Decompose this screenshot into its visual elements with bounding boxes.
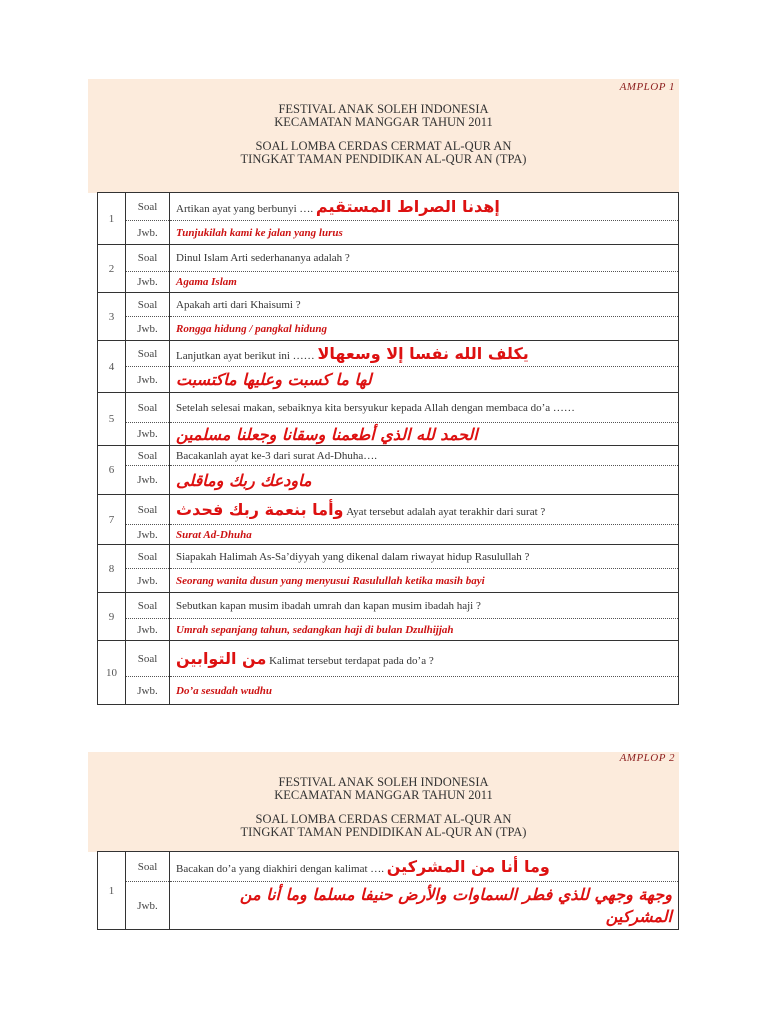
question-number: 1 <box>98 852 126 930</box>
answer-text-arabic: الحمد لله الذي أطعمنا وسقانا وجعلنا مسلمين <box>176 424 478 444</box>
question-row <box>98 495 679 525</box>
answer-text-arabic: وجهة وجهي للذي فطر السماوات والأرض حنيفا مسلما وما أنا من المشركين <box>239 884 672 926</box>
answer-text: Rongga hidung / pangkal hidung <box>170 317 679 341</box>
answer-row <box>98 221 679 245</box>
question-row <box>98 341 679 367</box>
question-row <box>98 545 679 569</box>
question-row <box>98 593 679 619</box>
question-text-latin: Kalimat tersebut terdapat pada do’a ? <box>269 655 434 667</box>
jwb-label: Jwb. <box>126 221 170 245</box>
question-row <box>98 446 679 466</box>
soal-label: Soal <box>126 245 170 272</box>
answer-text-arabic: لها ما كسبت وعليها ماكتسبت <box>176 370 372 389</box>
question-number: 8 <box>98 545 126 593</box>
header-line-3: SOAL LOMBA CERDAS CERMAT AL-QUR AN <box>255 812 512 826</box>
soal-label: Soal <box>126 593 170 619</box>
question-number: 6 <box>98 446 126 495</box>
question-text <box>170 852 679 882</box>
soal-label: Soal <box>126 446 170 466</box>
question-text <box>170 341 679 367</box>
answer-text: Do’a sesudah wudhu <box>170 677 679 705</box>
answer-text: Seorang wanita dusun yang menyusui Rasulullah ketika masih bayi <box>170 569 679 593</box>
amplop-label: AMPLOP 2 <box>619 752 675 764</box>
answer-row <box>98 367 679 393</box>
answer-text: Umrah sepanjang tahun, sedangkan haji di bulan Dzulhijjah <box>170 619 679 641</box>
jwb-label: Jwb. <box>126 525 170 545</box>
soal-label: Soal <box>126 293 170 317</box>
question-text <box>170 641 679 677</box>
question-text-arabic: إهدنا الصراط المستقيم <box>315 197 500 216</box>
question-text: Dinul Islam Arti sederhananya adalah ? <box>170 245 679 272</box>
soal-label: Soal <box>126 393 170 423</box>
question-text <box>170 495 679 525</box>
question-row <box>98 393 679 423</box>
question-number: 2 <box>98 245 126 293</box>
jwb-label: Jwb. <box>126 317 170 341</box>
question-number: 4 <box>98 341 126 393</box>
question-text-arabic: يكلف الله نفسا إلا وسعهالا <box>317 344 529 363</box>
header-line-2: KECAMATAN MANGGAR TAHUN 2011 <box>274 788 493 802</box>
question-number: 10 <box>98 641 126 705</box>
jwb-label: Jwb. <box>126 677 170 705</box>
header-line-4: TINGKAT TAMAN PENDIDIKAN AL-QUR AN (TPA) <box>240 825 527 839</box>
question-row <box>98 245 679 272</box>
jwb-label: Jwb. <box>126 272 170 293</box>
question-table-1 <box>97 192 679 705</box>
header-line-1: FESTIVAL ANAK SOLEH INDONESIA <box>278 775 489 789</box>
answer-row <box>98 525 679 545</box>
question-text-arabic: وأما بنعمة ربك فحدث <box>176 500 344 519</box>
answer-row <box>98 677 679 705</box>
jwb-label: Jwb. <box>126 619 170 641</box>
soal-label: Soal <box>126 852 170 882</box>
question-text-arabic: وما أنا من المشركين <box>386 857 550 876</box>
header-line-1: FESTIVAL ANAK SOLEH INDONESIA <box>278 102 489 116</box>
question-number: 7 <box>98 495 126 545</box>
question-text-latin: Bacakan do’a yang diakhiri dengan kalimat …. <box>176 863 385 875</box>
question-text-latin: Artikan ayat yang berbunyi …. <box>176 203 314 215</box>
answer-text-arabic: ماودعك ربك وماقلى <box>176 470 312 490</box>
question-row <box>98 852 679 882</box>
soal-label: Soal <box>126 193 170 221</box>
header-line-4: TINGKAT TAMAN PENDIDIKAN AL-QUR AN (TPA) <box>240 152 527 166</box>
sheet2-header-panel <box>88 752 679 852</box>
answer-text <box>170 367 679 393</box>
answer-row <box>98 882 679 930</box>
answer-text <box>170 882 679 930</box>
answer-row <box>98 423 679 446</box>
question-row <box>98 641 679 677</box>
soal-label: Soal <box>126 495 170 525</box>
question-number: 5 <box>98 393 126 446</box>
soal-label: Soal <box>126 341 170 367</box>
question-number: 9 <box>98 593 126 641</box>
question-text <box>170 193 679 221</box>
jwb-label: Jwb. <box>126 367 170 393</box>
question-text: Apakah arti dari Khaisumi ? <box>170 293 679 317</box>
question-text-latin: Lanjutkan ayat berikut ini …… <box>176 350 315 362</box>
question-text: Siapakah Halimah As-Sa’diyyah yang dikenal dalam riwayat hidup Rasulullah ? <box>170 545 679 569</box>
question-row <box>98 193 679 221</box>
question-row <box>98 293 679 317</box>
answer-row <box>98 619 679 641</box>
answer-text: Tunjukilah kami ke jalan yang lurus <box>170 221 679 245</box>
jwb-label: Jwb. <box>126 882 170 930</box>
question-number: 1 <box>98 193 126 245</box>
answer-text: Surat Ad-Dhuha <box>170 525 679 545</box>
question-text-latin: Ayat tersebut adalah ayat terakhir dari surat ? <box>346 506 546 518</box>
answer-text <box>170 466 679 495</box>
question-number: 3 <box>98 293 126 341</box>
question-text: Bacakanlah ayat ke-3 dari surat Ad-Dhuha…. <box>170 446 679 466</box>
jwb-label: Jwb. <box>126 569 170 593</box>
answer-text: Agama Islam <box>170 272 679 293</box>
question-text-arabic: من التوابين <box>176 649 267 668</box>
answer-row <box>98 569 679 593</box>
answer-row <box>98 317 679 341</box>
question-text: Setelah selesai makan, sebaiknya kita bersyukur kepada Allah dengan membaca do’a …… <box>170 393 679 423</box>
answer-row <box>98 466 679 495</box>
header-line-3: SOAL LOMBA CERDAS CERMAT AL-QUR AN <box>255 139 512 153</box>
soal-label: Soal <box>126 545 170 569</box>
sheet1-header-panel <box>88 79 679 193</box>
jwb-label: Jwb. <box>126 423 170 446</box>
question-text: Sebutkan kapan musim ibadah umrah dan kapan musim ibadah haji ? <box>170 593 679 619</box>
question-table-2 <box>97 851 679 930</box>
amplop-label: AMPLOP 1 <box>619 81 675 93</box>
soal-label: Soal <box>126 641 170 677</box>
answer-text <box>170 423 679 446</box>
jwb-label: Jwb. <box>126 466 170 495</box>
answer-row <box>98 272 679 293</box>
header-line-2: KECAMATAN MANGGAR TAHUN 2011 <box>274 115 493 129</box>
